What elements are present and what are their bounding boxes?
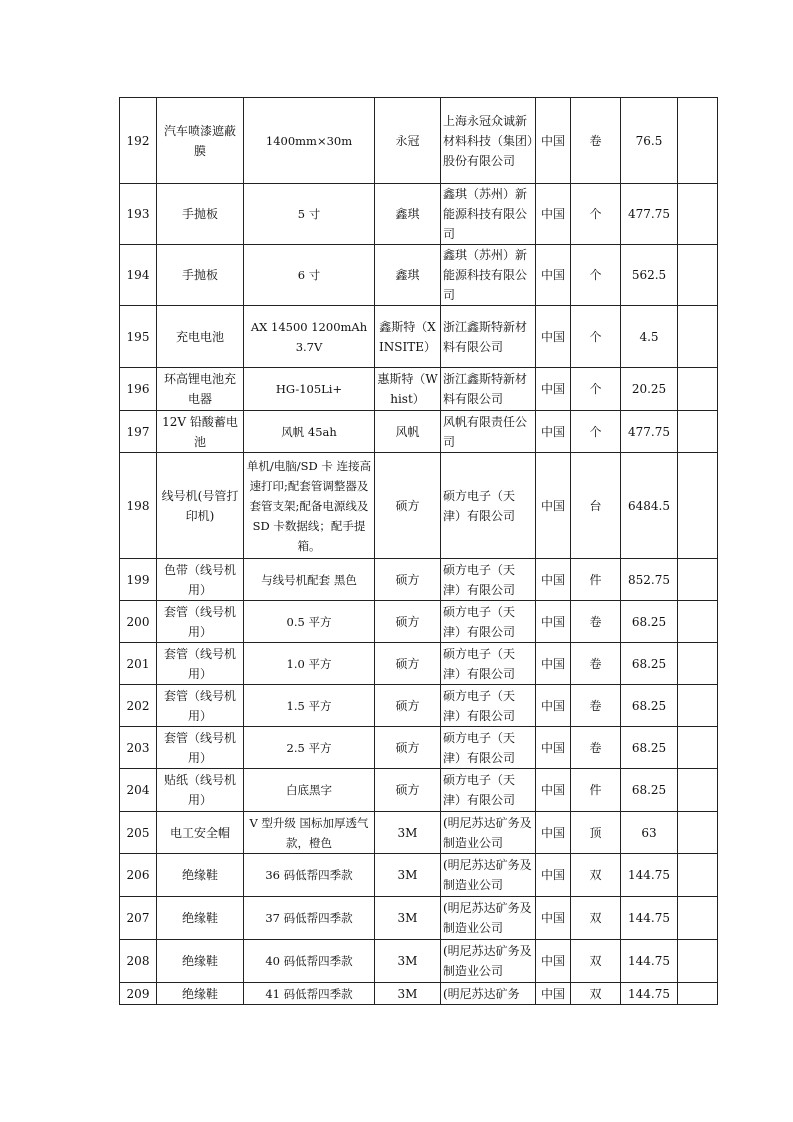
cell-spec: 36 码低帮四季款	[244, 854, 375, 897]
cell-name: 绝缘鞋	[157, 897, 244, 940]
cell-maker: (明尼苏达矿务	[441, 983, 536, 1005]
cell-name: 贴纸（线号机用）	[157, 769, 244, 812]
cell-maker: (明尼苏达矿务及制造业公司	[441, 854, 536, 897]
cell-spec: 5 寸	[244, 184, 375, 245]
cell-spec: 与线号机配套 黑色	[244, 559, 375, 601]
cell-no: 205	[120, 812, 157, 854]
table-row	[120, 685, 718, 727]
cell-spec: 40 码低帮四季款	[244, 940, 375, 983]
cell-spec: 2.5 平方	[244, 727, 375, 769]
cell-name: 汽车喷漆遮蔽膜	[157, 98, 244, 184]
cell-unit: 顶	[571, 812, 621, 854]
cell-name: 绝缘鞋	[157, 940, 244, 983]
table-row	[120, 453, 718, 559]
cell-no: 197	[120, 411, 157, 453]
cell-origin: 中国	[536, 685, 571, 727]
cell-no: 209	[120, 983, 157, 1005]
cell-note	[678, 769, 718, 812]
cell-maker: (明尼苏达矿务及制造业公司	[441, 940, 536, 983]
cell-unit: 件	[571, 769, 621, 812]
cell-price: 144.75	[621, 897, 678, 940]
cell-spec: 单机/电脑/SD 卡 连接高速打印;配套管调整器及套管支架;配备电源线及 SD 卡数据线；配手提箱。	[244, 453, 375, 559]
cell-maker: 鑫琪（苏州）新能源科技有限公司	[441, 245, 536, 306]
cell-origin: 中国	[536, 184, 571, 245]
cell-note	[678, 897, 718, 940]
cell-brand: 硕方	[375, 685, 441, 727]
cell-no: 194	[120, 245, 157, 306]
cell-unit: 件	[571, 559, 621, 601]
table-row	[120, 769, 718, 812]
cell-no: 192	[120, 98, 157, 184]
cell-brand: 惠斯特（Whist）	[375, 368, 441, 411]
cell-note	[678, 983, 718, 1005]
cell-spec: 风帆 45ah	[244, 411, 375, 453]
cell-brand: 3M	[375, 983, 441, 1005]
cell-note	[678, 98, 718, 184]
cell-note	[678, 306, 718, 368]
cell-maker: 硕方电子（天津）有限公司	[441, 685, 536, 727]
cell-no: 199	[120, 559, 157, 601]
cell-brand: 硕方	[375, 453, 441, 559]
cell-price: 76.5	[621, 98, 678, 184]
cell-unit: 双	[571, 983, 621, 1005]
cell-origin: 中国	[536, 306, 571, 368]
cell-origin: 中国	[536, 368, 571, 411]
cell-no: 200	[120, 601, 157, 643]
cell-origin: 中国	[536, 411, 571, 453]
cell-name: 环高锂电池充电器	[157, 368, 244, 411]
cell-note	[678, 601, 718, 643]
cell-maker: 硕方电子（天津）有限公司	[441, 727, 536, 769]
cell-unit: 卷	[571, 685, 621, 727]
cell-note	[678, 453, 718, 559]
cell-spec: AX 14500 1200mAh 3.7V	[244, 306, 375, 368]
cell-brand: 鑫琪	[375, 184, 441, 245]
cell-no: 202	[120, 685, 157, 727]
cell-price: 144.75	[621, 983, 678, 1005]
cell-maker: 风帆有限责任公司	[441, 411, 536, 453]
cell-spec: 1.5 平方	[244, 685, 375, 727]
cell-spec: 白底黑字	[244, 769, 375, 812]
cell-brand: 硕方	[375, 727, 441, 769]
cell-price: 20.25	[621, 368, 678, 411]
table-row	[120, 184, 718, 245]
cell-spec: V 型升级 国标加厚透气款，橙色	[244, 812, 375, 854]
cell-maker: 硕方电子（天津）有限公司	[441, 643, 536, 685]
price-table	[119, 97, 718, 1005]
table-row	[120, 812, 718, 854]
cell-price: 144.75	[621, 854, 678, 897]
cell-name: 色带（线号机用）	[157, 559, 244, 601]
cell-origin: 中国	[536, 601, 571, 643]
cell-name: 绝缘鞋	[157, 983, 244, 1005]
cell-name: 绝缘鞋	[157, 854, 244, 897]
cell-maker: 浙江鑫斯特新材料有限公司	[441, 368, 536, 411]
table-body	[120, 98, 718, 1005]
cell-origin: 中国	[536, 854, 571, 897]
table-row	[120, 601, 718, 643]
cell-maker: 硕方电子（天津）有限公司	[441, 769, 536, 812]
table-row	[120, 306, 718, 368]
cell-spec: 6 寸	[244, 245, 375, 306]
table-row	[120, 411, 718, 453]
cell-no: 201	[120, 643, 157, 685]
cell-brand: 硕方	[375, 559, 441, 601]
cell-brand: 鑫斯特（XINSITE）	[375, 306, 441, 368]
cell-note	[678, 368, 718, 411]
cell-price: 63	[621, 812, 678, 854]
cell-origin: 中国	[536, 643, 571, 685]
cell-name: 手抛板	[157, 245, 244, 306]
cell-spec: 0.5 平方	[244, 601, 375, 643]
cell-price: 477.75	[621, 411, 678, 453]
cell-origin: 中国	[536, 769, 571, 812]
table-row	[120, 643, 718, 685]
cell-note	[678, 411, 718, 453]
cell-name: 手抛板	[157, 184, 244, 245]
cell-note	[678, 559, 718, 601]
cell-no: 206	[120, 854, 157, 897]
cell-price: 477.75	[621, 184, 678, 245]
table-row	[120, 368, 718, 411]
cell-note	[678, 685, 718, 727]
cell-unit: 卷	[571, 643, 621, 685]
cell-brand: 3M	[375, 897, 441, 940]
cell-brand: 鑫琪	[375, 245, 441, 306]
cell-name: 12V 铅酸蓄电池	[157, 411, 244, 453]
cell-no: 196	[120, 368, 157, 411]
cell-origin: 中国	[536, 983, 571, 1005]
cell-brand: 硕方	[375, 601, 441, 643]
cell-maker: 硕方电子（天津）有限公司	[441, 601, 536, 643]
cell-price: 4.5	[621, 306, 678, 368]
cell-brand: 风帆	[375, 411, 441, 453]
cell-price: 562.5	[621, 245, 678, 306]
cell-spec: 37 码低帮四季款	[244, 897, 375, 940]
cell-brand: 3M	[375, 940, 441, 983]
cell-name: 线号机(号管打印机)	[157, 453, 244, 559]
cell-no: 198	[120, 453, 157, 559]
cell-price: 68.25	[621, 643, 678, 685]
cell-no: 204	[120, 769, 157, 812]
table-row	[120, 727, 718, 769]
table-row	[120, 854, 718, 897]
cell-spec: 1400mm×30m	[244, 98, 375, 184]
cell-maker: 浙江鑫斯特新材料有限公司	[441, 306, 536, 368]
cell-spec: HG-105Li+	[244, 368, 375, 411]
cell-maker: 硕方电子（天津）有限公司	[441, 559, 536, 601]
cell-unit: 双	[571, 854, 621, 897]
cell-maker: (明尼苏达矿务及制造业公司	[441, 812, 536, 854]
cell-no: 208	[120, 940, 157, 983]
cell-unit: 卷	[571, 727, 621, 769]
cell-no: 193	[120, 184, 157, 245]
cell-brand: 永冠	[375, 98, 441, 184]
cell-no: 203	[120, 727, 157, 769]
cell-note	[678, 643, 718, 685]
cell-origin: 中国	[536, 727, 571, 769]
cell-no: 207	[120, 897, 157, 940]
cell-origin: 中国	[536, 812, 571, 854]
cell-price: 144.75	[621, 940, 678, 983]
cell-note	[678, 854, 718, 897]
cell-name: 电工安全帽	[157, 812, 244, 854]
cell-unit: 双	[571, 940, 621, 983]
cell-name: 套管（线号机用）	[157, 601, 244, 643]
cell-maker: 上海永冠众诚新材料科技（集团）股份有限公司	[441, 98, 536, 184]
cell-price: 68.25	[621, 727, 678, 769]
cell-price: 6484.5	[621, 453, 678, 559]
cell-price: 68.25	[621, 685, 678, 727]
cell-unit: 个	[571, 245, 621, 306]
cell-spec: 41 码低帮四季款	[244, 983, 375, 1005]
table-row	[120, 940, 718, 983]
cell-note	[678, 184, 718, 245]
cell-no: 195	[120, 306, 157, 368]
cell-unit: 个	[571, 368, 621, 411]
cell-unit: 卷	[571, 601, 621, 643]
cell-unit: 台	[571, 453, 621, 559]
table-row	[120, 983, 718, 1005]
cell-unit: 个	[571, 184, 621, 245]
table-row	[120, 245, 718, 306]
cell-maker: (明尼苏达矿务及制造业公司	[441, 897, 536, 940]
cell-note	[678, 727, 718, 769]
cell-brand: 硕方	[375, 643, 441, 685]
cell-origin: 中国	[536, 98, 571, 184]
cell-price: 68.25	[621, 601, 678, 643]
cell-unit: 个	[571, 306, 621, 368]
table-row	[120, 559, 718, 601]
cell-maker: 鑫琪（苏州）新能源科技有限公司	[441, 184, 536, 245]
cell-brand: 3M	[375, 854, 441, 897]
cell-name: 充电电池	[157, 306, 244, 368]
cell-note	[678, 812, 718, 854]
cell-origin: 中国	[536, 453, 571, 559]
cell-unit: 卷	[571, 98, 621, 184]
cell-note	[678, 245, 718, 306]
cell-origin: 中国	[536, 559, 571, 601]
table-row	[120, 897, 718, 940]
cell-name: 套管（线号机用）	[157, 643, 244, 685]
cell-origin: 中国	[536, 245, 571, 306]
cell-origin: 中国	[536, 940, 571, 983]
cell-unit: 双	[571, 897, 621, 940]
table-row	[120, 98, 718, 184]
cell-brand: 硕方	[375, 769, 441, 812]
cell-name: 套管（线号机用）	[157, 685, 244, 727]
cell-maker: 硕方电子（天津）有限公司	[441, 453, 536, 559]
cell-spec: 1.0 平方	[244, 643, 375, 685]
cell-note	[678, 940, 718, 983]
cell-name: 套管（线号机用）	[157, 727, 244, 769]
cell-origin: 中国	[536, 897, 571, 940]
cell-brand: 3M	[375, 812, 441, 854]
cell-price: 68.25	[621, 769, 678, 812]
cell-unit: 个	[571, 411, 621, 453]
cell-price: 852.75	[621, 559, 678, 601]
